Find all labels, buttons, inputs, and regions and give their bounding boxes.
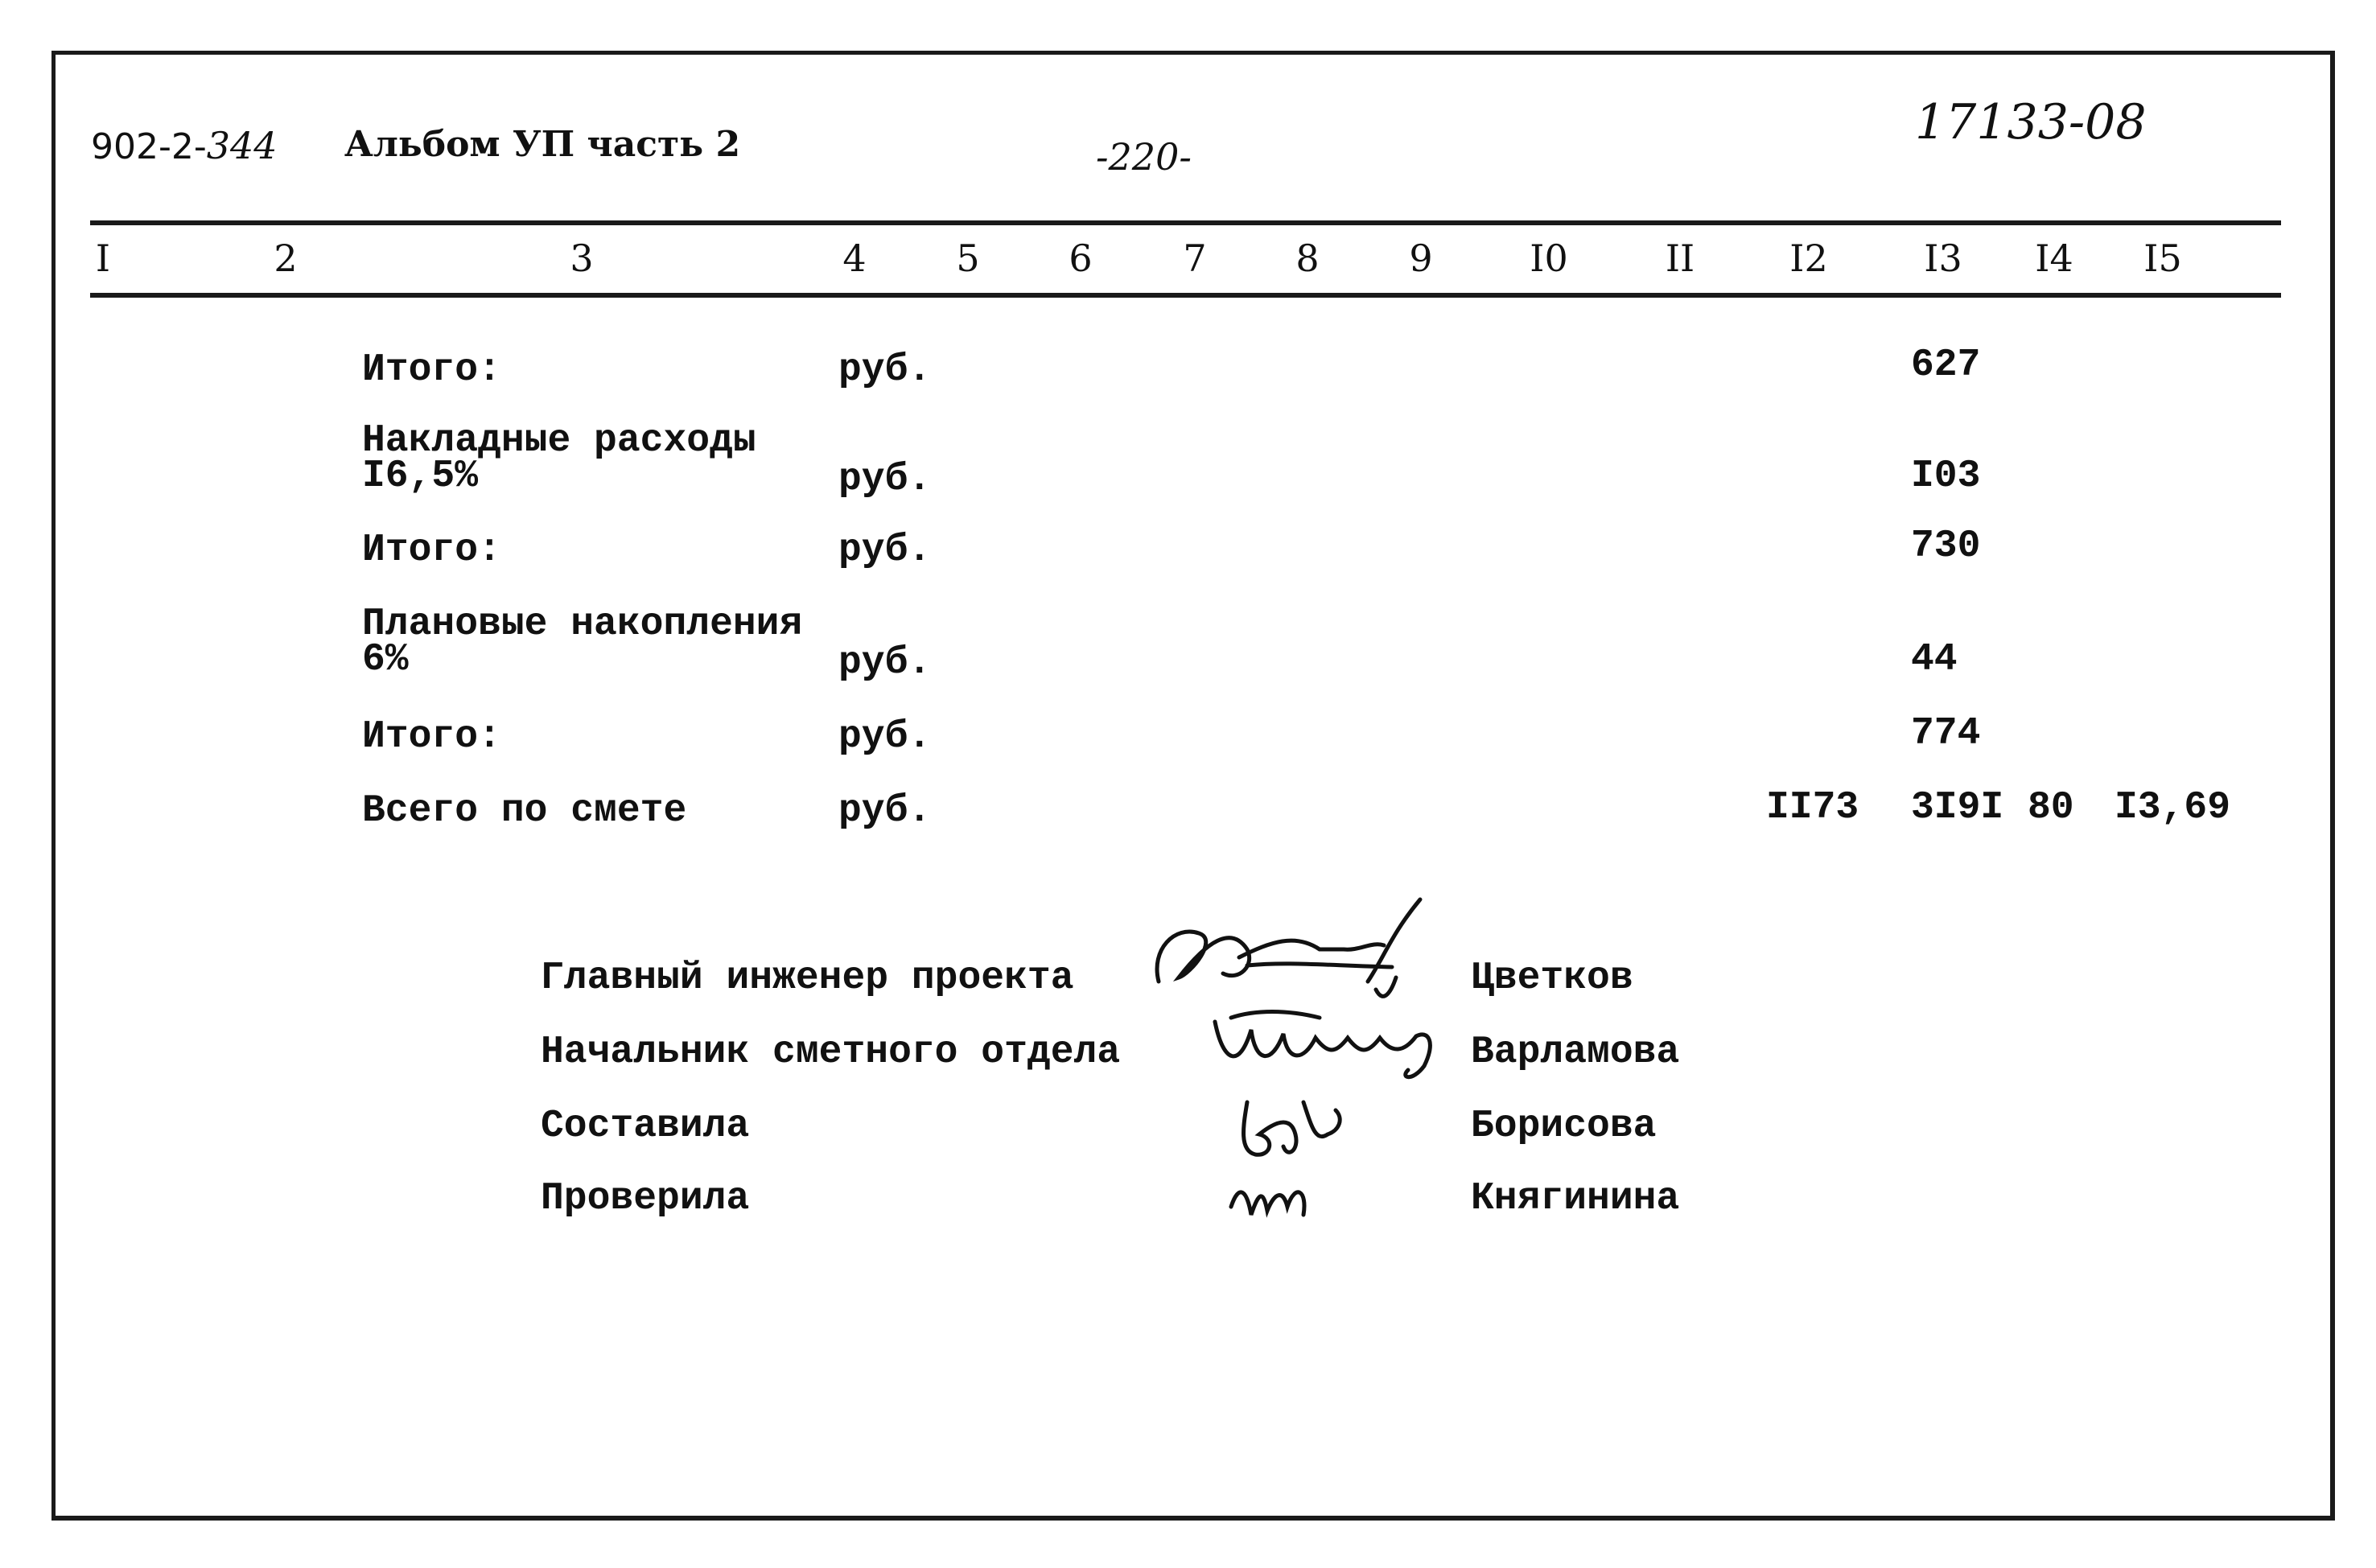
- frame-top-border: [53, 51, 2334, 55]
- row-value-col13: 730: [1911, 525, 1981, 568]
- signature-role: Главный инженер проекта: [541, 957, 1074, 1000]
- frame-bottom-border: [51, 1516, 2335, 1521]
- signature-role: Проверила: [541, 1177, 750, 1220]
- signature-role: Начальник сметного отдела: [541, 1031, 1121, 1074]
- column-header-bottom-rule: [90, 293, 2281, 298]
- signature-name: Борисова: [1471, 1105, 1657, 1148]
- column-number: 4: [842, 237, 867, 280]
- column-number: 6: [1069, 237, 1093, 280]
- row-label: Итого:: [362, 529, 501, 572]
- handwritten-signature-estimate-head: [1207, 1006, 1448, 1094]
- row-label: Накладные расходы: [362, 419, 756, 463]
- row-value-col14: 80: [2028, 786, 2074, 829]
- column-number: I4: [2035, 237, 2073, 280]
- signature-name: Варламова: [1471, 1031, 1680, 1074]
- column-number: 2: [274, 237, 298, 280]
- row-label: Итого:: [362, 348, 501, 392]
- row-label: Итого:: [362, 715, 501, 759]
- row-label: Плановые накопления: [362, 603, 803, 646]
- row-unit: руб.: [838, 458, 932, 501]
- album-label: Альбом УП часть 2: [344, 124, 741, 165]
- handwritten-signature-compiler: [1215, 1086, 1368, 1239]
- row-unit: руб.: [838, 348, 932, 392]
- project-code-prefix: 902-2-: [91, 126, 207, 167]
- row-value-col13: 774: [1911, 712, 1981, 755]
- frame-left-border: [51, 51, 56, 1519]
- row-label-percent: I6,5%: [362, 455, 479, 498]
- row-value-col12: II73: [1766, 786, 1859, 829]
- project-code-handwritten: 344: [206, 124, 278, 167]
- column-number: 7: [1183, 237, 1207, 280]
- row-unit: руб.: [838, 789, 932, 833]
- page-number: -220-: [1096, 135, 1192, 179]
- signature-name: Цветков: [1471, 957, 1633, 1000]
- row-unit: руб.: [838, 529, 932, 572]
- project-code: [91, 124, 278, 167]
- column-number: 3: [570, 237, 594, 280]
- column-number: I5: [2143, 237, 2182, 280]
- row-value-col13: 44: [1911, 638, 1958, 681]
- row-value-col15: I3,69: [2115, 786, 2231, 829]
- row-value-col13: 3I9I: [1911, 786, 2004, 829]
- frame-right-border: [2330, 51, 2335, 1519]
- handwritten-signature-chief-engineer: [1143, 893, 1432, 1014]
- signature-name: Княгинина: [1471, 1177, 1680, 1220]
- column-number: 8: [1295, 237, 1320, 280]
- row-unit: руб.: [838, 641, 932, 685]
- row-unit: руб.: [838, 715, 932, 759]
- document-number: 17133-08: [1915, 94, 2147, 150]
- row-label-percent: 6%: [362, 638, 409, 681]
- column-number: I0: [1530, 237, 1568, 280]
- column-header-top-rule: [90, 220, 2281, 225]
- column-number: I3: [1924, 237, 1962, 280]
- row-label: Всего по смете: [362, 789, 687, 833]
- column-number: 5: [956, 237, 980, 280]
- row-value-col13: 627: [1911, 344, 1981, 387]
- column-number: I2: [1789, 237, 1828, 280]
- column-number: 9: [1409, 237, 1433, 280]
- row-value-col13: I03: [1911, 455, 1981, 498]
- column-number: I: [95, 237, 111, 280]
- signature-role: Составила: [541, 1105, 750, 1148]
- column-number: II: [1665, 237, 1695, 280]
